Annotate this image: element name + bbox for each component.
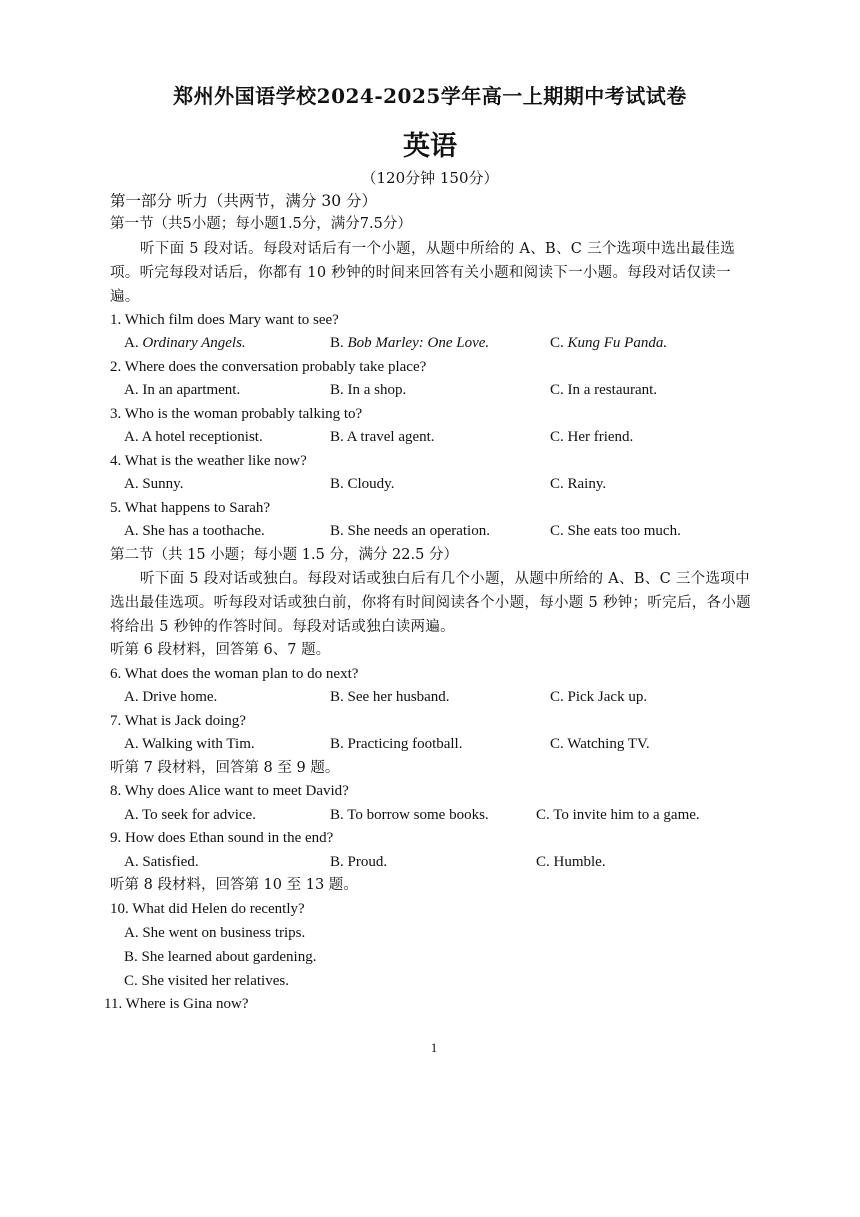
- option-c: C. To invite him to a game.: [536, 806, 700, 823]
- listening-material-note: 听第 6 段材料，回答第 6、7 题。: [110, 642, 331, 658]
- option-a: A. Sunny.: [124, 476, 184, 492]
- question-stem: 6. What does the woman plan to do next?: [110, 665, 359, 682]
- option-c: C. She visited her relatives.: [124, 973, 289, 989]
- option-a: A. To seek for advice.: [124, 806, 256, 823]
- options-row: [110, 379, 760, 403]
- question-stem: 3. Who is the woman probably talking to?: [110, 405, 363, 422]
- option-c: C. Kung Fu Panda.: [550, 335, 668, 351]
- option-c: C. Watching TV.: [550, 736, 650, 752]
- option-b: B. She needs an operation.: [330, 523, 490, 539]
- option-c: C. In a restaurant.: [550, 382, 658, 398]
- option-c: C. Humble.: [536, 853, 606, 870]
- question-stem: 5. What happens to Sarah?: [110, 499, 271, 516]
- options-row: [110, 520, 760, 544]
- option-b: B. To borrow some books.: [330, 806, 489, 823]
- options-row: [110, 426, 760, 450]
- options-row: [110, 851, 760, 875]
- options-row: [110, 733, 760, 757]
- option-b: B. Bob Marley: One Love.: [330, 335, 490, 351]
- option-a: A. Ordinary Angels.: [124, 335, 246, 351]
- question-stem: 4. What is the weather like now?: [110, 452, 307, 469]
- option-a: A. A hotel receptionist.: [124, 429, 263, 445]
- option-b: B. She learned about gardening.: [124, 949, 317, 965]
- subject-title: 英语: [403, 131, 457, 162]
- options-row: [110, 332, 760, 356]
- section2-instructions: 听下面 5 段对话或独白。每段对话或独白后有几个小题，从题中所给的 A、B、C 三个选项中选出最佳选项。听每段对话或独白前，你将有时间阅读各个小题，每小题 5 秒钟；听完后，各小题将给出 5 秒钟的作答时间。每段对话或独白读两遍。: [110, 571, 751, 635]
- option-b: B. In a shop.: [330, 382, 407, 398]
- time-score-info: （120分钟 150分）: [361, 169, 499, 187]
- options-row: [110, 473, 760, 497]
- question-stem: 1. Which film does Mary want to see?: [110, 311, 339, 328]
- option-b: B. Proud.: [330, 853, 388, 870]
- option-c: C. She eats too much.: [550, 523, 681, 539]
- option-a: A. Drive home.: [124, 689, 218, 705]
- option-b: B. A travel agent.: [330, 429, 435, 445]
- listening-material-note: 听第 8 段材料，回答第 10 至 13 题。: [110, 877, 358, 893]
- part1-heading: 第一部分 听力（共两节，满分 30 分）: [110, 192, 378, 210]
- page-number: 1: [430, 1040, 438, 1055]
- option-b: B. Cloudy.: [330, 476, 395, 492]
- section1-instructions: 听下面 5 段对话。每段对话后有一个小题，从题中所给的 A、B、C 三个选项中选出最佳选项。听完每段对话后，你都有 10 秒钟的时间来回答有关小题和阅读下一小题。每段对话仅读一遍。: [110, 240, 736, 305]
- question-stem: 9. How does Ethan sound in the end?: [110, 830, 334, 846]
- question-stem: 11. Where is Gina now?: [104, 996, 249, 1012]
- option-a: A. Satisfied.: [124, 853, 199, 870]
- option-a: A. She has a toothache.: [124, 523, 265, 539]
- section2-heading: 第二节（共 15 小题；每小题 1.5 分，满分 22.5 分）: [110, 546, 458, 563]
- question-stem: 7. What is Jack doing?: [110, 712, 246, 729]
- option-c: C. Pick Jack up.: [550, 689, 648, 705]
- option-b: B. See her husband.: [330, 689, 450, 705]
- options-row: [110, 804, 760, 828]
- option-a: A. In an apartment.: [124, 382, 241, 398]
- option-c: C. Her friend.: [550, 429, 634, 445]
- exam-title: 郑州外国语学校2024-2025学年高一上期期中考试试卷: [173, 84, 687, 108]
- question-stem: 2. Where does the conversation probably take place?: [110, 358, 427, 375]
- option-c: C. Rainy.: [550, 476, 607, 492]
- exam-content: [104, 190, 760, 1017]
- option-a: A. She went on business trips.: [124, 925, 306, 941]
- options-row: [110, 686, 760, 710]
- question-stem: 10. What did Helen do recently?: [110, 900, 305, 917]
- option-b: B. Practicing football.: [330, 736, 463, 752]
- section1-heading: 第一节（共5小题；每小题1.5分，满分7.5分）: [110, 216, 412, 232]
- question-stem: 8. Why does Alice want to meet David?: [110, 783, 349, 799]
- listening-material-note: 听第 7 段材料，回答第 8 至 9 题。: [110, 759, 340, 776]
- option-a: A. Walking with Tim.: [124, 736, 255, 752]
